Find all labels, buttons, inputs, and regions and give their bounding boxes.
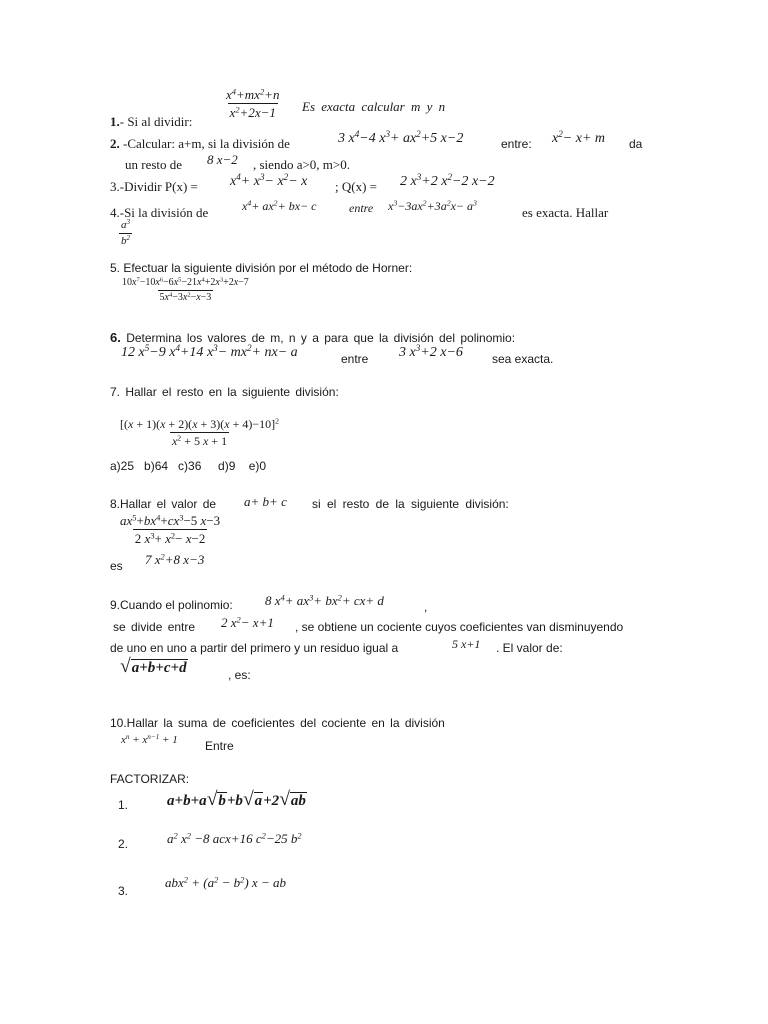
p4-tail: es exacta. Hallar [522, 205, 609, 220]
factor-n2: 2. [118, 837, 129, 851]
p9-label: 9.Cuando el polinomio: [110, 598, 233, 612]
p2-resto: 8 x−2 [207, 152, 238, 167]
p6-tail: sea exacta. [492, 352, 554, 366]
p6-entre: entre [341, 352, 369, 366]
p9-residue: 5 x+1 [452, 637, 481, 651]
p9-sqrt: √ a+b+c+d [120, 656, 187, 677]
p9-divisor: 2 $x^2- x+1$ [221, 614, 274, 630]
p3-label: 3.-Dividir P(x) = [110, 179, 198, 194]
p10-label: 10.Hallar la suma de coeficientes del cociente en la división [110, 716, 445, 730]
factor-title: FACTORIZAR: [110, 772, 190, 786]
p1-label: - Si al dividir: [119, 114, 193, 129]
p10-entre: Entre [205, 739, 234, 753]
p2-divisor: $x^2- x+ m$ [552, 129, 606, 146]
p2-num: 2. [110, 136, 120, 151]
p9-poly: 8 $x^4+ ax^3+ bx^2+ cx+ d$ [265, 592, 384, 608]
p4-divisor: $x^3-3ax^2+3a^2x- a^3$ [388, 198, 477, 213]
p1-fraction: $\frac{x^4+mx^2+n}{x^2+2x-1}$ [226, 86, 280, 120]
p2-da: da [629, 137, 643, 151]
p6-label: Determina los valores de m, n y a para que la división del polinomio: [126, 331, 516, 345]
factor-expr3: $abx^2 + (a^2 - b^2) x$ − ab [165, 874, 286, 890]
p1-tail: Es exacta calcular m y n [302, 99, 446, 114]
p1-number [110, 115, 192, 128]
p9-line2a: se divide entre [113, 620, 196, 634]
p7-fraction: $\frac{[(x + 1)(x + 2)(x + 3)(x + 4)-10]^2}{x^2 + 5 x + 1}$ [120, 416, 280, 448]
p4-label: 4.-Si la división de [110, 205, 209, 220]
p3-q: 2 $x^3+2$ $x^2-2$ x−2 [400, 172, 495, 189]
factor-n1: 1. [118, 798, 129, 812]
p2-entre: entre: [501, 137, 532, 151]
p6-divisor: 3 $x^3+2$ x−6 [399, 343, 463, 360]
p2-resto-label: un resto de [125, 157, 183, 172]
factor-n3: 3. [118, 884, 129, 898]
p2-dividend: 3 $x^4-4$ $x^3+ ax^2+5$ x−2 [338, 129, 464, 146]
p10-poly: $x^n + x^{n-1} + 1$ [121, 733, 178, 746]
p8-label: 8.Hallar el valor de [110, 497, 217, 511]
p9-line3b: . El valor de: [496, 641, 563, 655]
factor-expr2: $a^2$ $x^2 -8$ acx+16 $c^2-25$ $b^2$ [167, 830, 302, 846]
p9-line3a: de uno en uno a partir del primero y un residuo igual a [110, 641, 399, 655]
p5-label: 5. Efectuar la siguiente división por el método de Horner: [110, 261, 413, 275]
p7-label: 7. Hallar el resto en la siguiente división: [110, 385, 339, 399]
p2-cond: , siendo a>0, m>0. [253, 157, 350, 172]
p4-fraction: $\frac{a^3}{b^2}$ [121, 218, 131, 247]
p1-num: 1. [110, 114, 120, 129]
p8-fraction: $\frac{ax^5+bx^4+cx^3-5 x-3}{2 x^3+ x^2- x-2}$ [120, 512, 221, 546]
p2-line1 [110, 137, 290, 150]
p8-expr: a+ b+ c [244, 494, 287, 509]
p4-entre: entre [349, 201, 374, 215]
p3-p: $x^4+ x^3- x^2- x$ [230, 172, 308, 189]
p8-mid: si el resto de la siguiente división: [312, 497, 509, 511]
p8-es: es [110, 559, 123, 573]
p9-line2b: , se obtiene un cociente cuyos coeficientes van disminuyendo [295, 620, 624, 634]
p9-comma: , [424, 600, 428, 614]
p3-q-label: ; Q(x) = [335, 179, 377, 194]
p6-line1 [110, 331, 515, 344]
p2-label: -Calcular: a+m, si la división de [123, 136, 290, 151]
p6-dividend: 12 $x^5-9$ $x^4+14$ $x^3- mx^2+ nx- a$ [121, 343, 298, 360]
p5-fraction: $\frac{10x^7-10x^6-6x^5-21x^4+2x^3+2x-7}{5x^4-3x^2-x-3}$ [122, 276, 249, 303]
p7-options: a)25 b)64 c)36 d)9 e)0 [110, 459, 267, 473]
p4-dividend: $x^4+ ax^2+ bx- c$ [242, 198, 317, 213]
factor-expr1: a+b+a √ b +b √ a +2 √ ab [167, 789, 306, 810]
p9-es: , es: [228, 668, 251, 682]
p8-resto: 7 $x^2+8$ x−3 [145, 551, 205, 567]
p6-num: 6. [110, 330, 121, 345]
